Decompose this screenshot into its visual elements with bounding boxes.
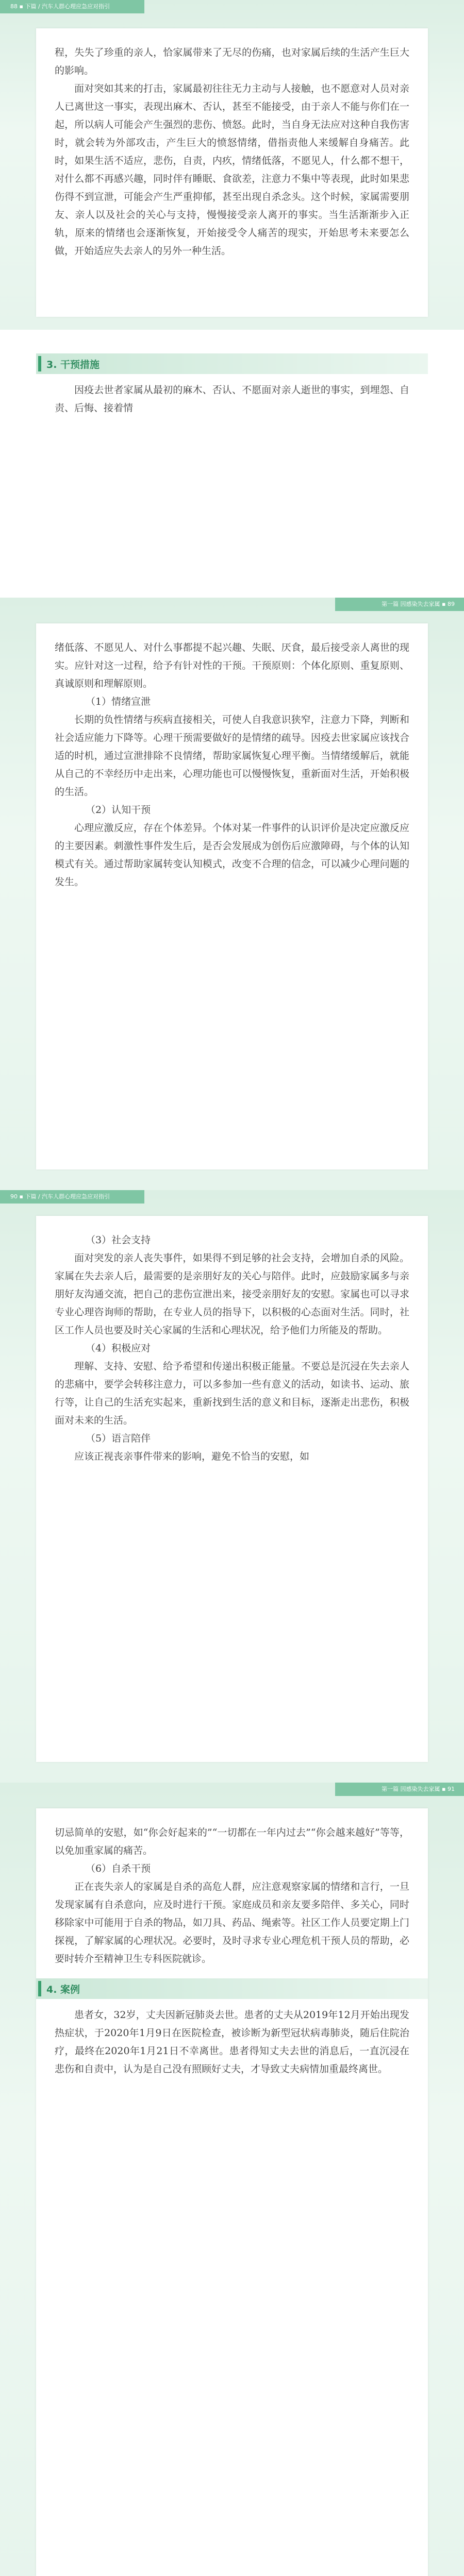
page-card-4 [36,1808,428,2576]
subheading: （2）认知干预 [86,804,151,816]
heading-bar [38,356,41,371]
subheading: （1）情绪宣泄 [86,696,151,707]
paragraph: 心理应激反应，存在个体差异。个体对某一件事件的认识评价是决定应激反应的主要因素。刺激性事件发生后，是否会发展成为创伤后应激障碍，与个体的认知模式有关。通过帮助家属转变认知模式，改变不合理的信念，可以减少心理问题的发生。 [55,822,409,888]
paragraph: 切忌简单的安慰，如“你会好起来的”“一切都在一年内过去”“你会越来越好”等等，以免加重家属的痛苦。 [55,1827,409,1856]
paragraph: 绪低落、不愿见人、对什么事都提不起兴趣、失眠、厌食，最后接受亲人离世的现实。应针对这一过程，给予有针对性的干预。干预原则：个体化原则、重复原则、真诚原则和理解原则。 [55,642,409,689]
running-header: 90 ▪ 下篇 / 汽车人群心理应急应对指引 [0,1190,144,1204]
paragraph: 理解、支持、安慰、给予希望和传递出积极正能量。不要总是沉浸在失去亲人的悲痛中，要学会转移注意力，可以多参加一些有意义的活动，如读书、运动、旅行等，让自己的生活充实起来，重新找到生活的意义和目标，逐渐走出悲伤，积极面对未来的生活。 [55,1361,409,1426]
running-header: 第一篇 因感染失去家属 ▪ 91 [335,1783,464,1796]
paragraph: 应该正视丧亲事件带来的影响，避免不恰当的安慰，如 [74,1451,310,1462]
paragraph: 因疫去世者家属从最初的麻木、否认、不愿面对亲人逝世的事实，到埋怨、自责、后悔、接着情 [55,384,409,414]
section-title: 4. 案例 [46,1984,80,1995]
paragraph: 正在丧失亲人的家属是自杀的高危人群，应注意观察家属的情绪和言行，一旦发现家属有自杀意向，应及时进行干预。家庭成员和亲友要多陪伴、多关心，同时移除家中可能用于自杀的物品，如刀具、药品、绳索等。社区工作人员要定期上门探视，了解家属的心理状况。必要时，及时寻求专业心理危机干预人员的帮助，必要时转介至精神卫生专科医院就诊。 [55,1881,409,1964]
section-block-3 [0,330,464,598]
heading-bar [38,1981,41,1996]
page-card-3 [36,1216,428,1762]
running-header: 第一篇 因感染失去家属 ▪ 89 [335,598,464,611]
page-panel-1 [0,0,464,330]
running-header: 88 ▪ 下篇 / 汽车人群心理应急应对指引 [0,0,144,13]
section-heading [36,353,428,374]
subheading: （5）语言陪伴 [86,1433,151,1444]
page-card-1 [36,28,428,317]
paragraph: 面对突发的亲人丧失事件，如果得不到足够的社会支持，会增加自杀的风险。家属在失去亲人后，最需要的是亲朋好友的关心与陪伴。此时，应鼓励家属多与亲朋好友沟通交流，把自己的悲伤宣泄出来，接受亲朋好友的安慰。家属也可以寻求专业心理咨询师的帮助，在专业人员的指导下，以积极的心态面对生活。同时，社区工作人员也要及时关心家属的生活和心理状况，给予他们力所能及的帮助。 [55,1252,409,1336]
paragraph: 长期的负性情绪与疾病直接相关，可使人自我意识狭窄，注意力下降，判断和社会适应能力下降等。心理干预需要做好的是情绪的疏导。因疫去世家属应该找合适的时机，通过宣泄排除不良情绪，帮助家属恢复心理平衡。当情绪缓解后，就能从自己的不幸经历中走出来，心理功能也可以慢慢恢复，重新面对生活，开始积极的生活。 [55,714,409,798]
section-card [36,340,428,582]
paragraph: 程，失失了珍重的亲人，恰家属带来了无尽的伤痛，也对家属后续的生活产生巨大的影响。 [55,47,409,76]
subheading: （3）社会支持 [86,1234,151,1246]
page-panel-2 [0,598,464,1190]
paragraph: 面对突如其来的打击，家属最初往往无力主动与人接触，也不愿意对人员对亲人已离世这一事实，表现出麻木、否认，甚至不能接受，由于亲人不能与你们在一起，所以病人可能会产生强烈的悲伤、愤怒。此时，当自身无法应对这种自我伤害时，就会转为外部攻击，产生巨大的愤怒情绪，借指责他人来缓解自身痛苦。此时，如果生活不适应，悲伤，自责，内疚，情绪低落，不愿见人，什么都不想干，对什么都不再感兴趣，同时伴有睡眠、食欲差，注意力不集中等表现，此时如果悲伤得不到宣泄，可能会产生严重抑郁，甚至出现自杀念头。这个时候，家属需要朋友、亲人以及社会的关心与支持，慢慢接受亲人离开的事实。当生活渐渐步入正轨，原来的情绪也会逐渐恢复，开始接受令人痛苦的现实，开始思考未来要怎么做，开始适应失去亲人的另外一种生活。 [55,83,409,257]
section-heading [36,1978,428,1999]
page-panel-4 [0,1783,464,2576]
page-card-2 [36,623,428,1170]
section-title: 3. 干预措施 [46,359,100,370]
page-panel-3 [0,1190,464,1783]
subheading: （6）自杀干预 [86,1863,151,1874]
paragraph: 患者女，32岁，丈夫因新冠肺炎去世。患者的丈夫从2019年12月开始出现发热症状，于2020年1月9日在医院检查，被诊断为新型冠状病毒肺炎，随后住院治疗，最终在2020年1月21日不幸离世。患者得知丈夫去世的消息后，一直沉浸在悲伤和自责中，认为是自己没有照顾好丈夫，才导致丈夫病情加重最终离世。 [55,2009,409,2075]
subheading: （4）积极应对 [86,1343,151,1354]
